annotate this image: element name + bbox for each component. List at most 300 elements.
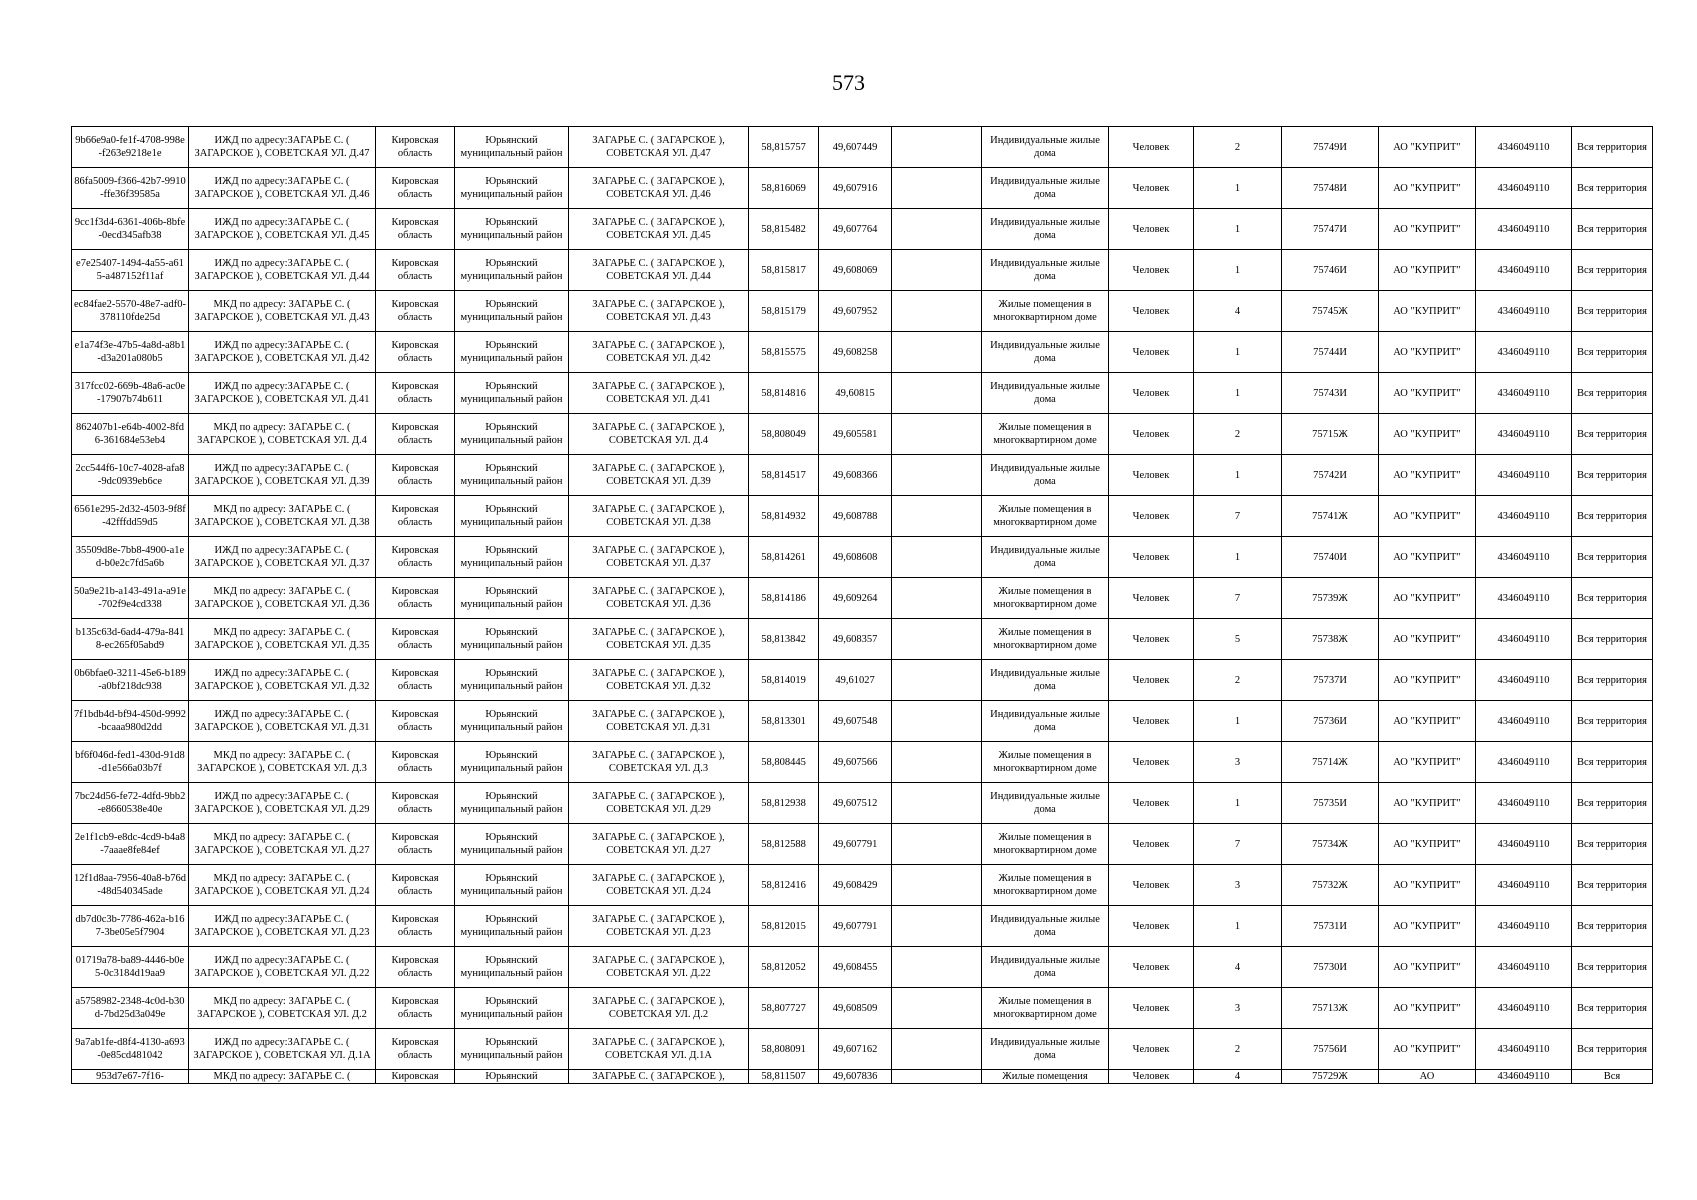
inn-cell: 4346049110 [1476, 701, 1572, 742]
inn-cell [1476, 1070, 1572, 1084]
object-id-cell: bf6f046d-fed1-430d-91d8-d1e566a03b7f [72, 742, 189, 783]
organization-cell: АО "КУПРИТ" [1379, 824, 1476, 865]
count-cell: 7 [1194, 824, 1282, 865]
unit-cell: Человек [1109, 988, 1194, 1029]
category-cell: Индивидуальные жилые дома [982, 1029, 1109, 1070]
table-row [72, 988, 1653, 1029]
district-cell: Юрьянский муниципальный район [455, 783, 569, 824]
longitude-cell: 49,607162 [819, 1029, 892, 1070]
organization-cell: АО "КУПРИТ" [1379, 332, 1476, 373]
empty-cell [892, 373, 982, 414]
empty-cell [892, 906, 982, 947]
organization-cell: АО "КУПРИТ" [1379, 619, 1476, 660]
territory-cell: Вся территория [1572, 1029, 1653, 1070]
organization-cell: АО "КУПРИТ" [1379, 496, 1476, 537]
organization-cell: АО "КУПРИТ" [1379, 1029, 1476, 1070]
address-cell: ЗАГАРЬЕ С. ( ЗАГАРСКОЕ ), СОВЕТСКАЯ УЛ. Д.41 [569, 373, 749, 414]
longitude-cell: 49,607566 [819, 742, 892, 783]
region-cell: Кировская область [376, 127, 455, 168]
address-cell: ЗАГАРЬЕ С. ( ЗАГАРСКОЕ ), СОВЕТСКАЯ УЛ. Д.36 [569, 578, 749, 619]
count-cell: 7 [1194, 496, 1282, 537]
table-row [72, 783, 1653, 824]
inn-cell: 4346049110 [1476, 455, 1572, 496]
unit-cell: Человек [1109, 619, 1194, 660]
inn-cell-text: 4346049110 [1497, 1071, 1550, 1082]
empty-cell [892, 865, 982, 906]
organization-cell: АО "КУПРИТ" [1379, 414, 1476, 455]
territory-cell: Вся территория [1572, 742, 1653, 783]
district-cell: Юрьянский муниципальный район [455, 496, 569, 537]
territory-cell: Вся территория [1572, 250, 1653, 291]
address-cell: ЗАГАРЬЕ С. ( ЗАГАРСКОЕ ), СОВЕТСКАЯ УЛ. Д.1А [569, 1029, 749, 1070]
inn-cell: 4346049110 [1476, 783, 1572, 824]
inn-cell: 4346049110 [1476, 496, 1572, 537]
object-name-cell: ИЖД по адресу:ЗАГАРЬЕ С. ( ЗАГАРСКОЕ ), СОВЕТСКАЯ УЛ. Д.23 [189, 906, 376, 947]
object-name-cell: ИЖД по адресу:ЗАГАРЬЕ С. ( ЗАГАРСКОЕ ), СОВЕТСКАЯ УЛ. Д.31 [189, 701, 376, 742]
unit-cell: Человек [1109, 332, 1194, 373]
unit-cell-text: Человек [1132, 1071, 1170, 1082]
object-name-cell: ИЖД по адресу:ЗАГАРЬЕ С. ( ЗАГАРСКОЕ ), СОВЕТСКАЯ УЛ. Д.32 [189, 660, 376, 701]
table-row [72, 537, 1653, 578]
unit-cell: Человек [1109, 742, 1194, 783]
district-cell: Юрьянский муниципальный район [455, 537, 569, 578]
table-row [72, 906, 1653, 947]
territory-cell: Вся территория [1572, 291, 1653, 332]
object-id-cell: 35509d8e-7bb8-4900-a1ed-b0e2c7fd5a6b [72, 537, 189, 578]
region-cell: Кировская область [376, 660, 455, 701]
address-cell: ЗАГАРЬЕ С. ( ЗАГАРСКОЕ ), СОВЕТСКАЯ УЛ. Д.22 [569, 947, 749, 988]
organization-cell: АО "КУПРИТ" [1379, 701, 1476, 742]
address-cell: ЗАГАРЬЕ С. ( ЗАГАРСКОЕ ), СОВЕТСКАЯ УЛ. Д.37 [569, 537, 749, 578]
address-cell: ЗАГАРЬЕ С. ( ЗАГАРСКОЕ ), СОВЕТСКАЯ УЛ. Д.43 [569, 291, 749, 332]
empty-cell [892, 455, 982, 496]
longitude-cell: 49,608258 [819, 332, 892, 373]
object-id-cell: 9a7ab1fe-d8f4-4130-a693-0e85cd481042 [72, 1029, 189, 1070]
code-cell: 75741Ж [1282, 496, 1379, 537]
count-cell: 5 [1194, 619, 1282, 660]
region-cell: Кировская область [376, 455, 455, 496]
organization-cell: АО "КУПРИТ" [1379, 209, 1476, 250]
category-cell: Индивидуальные жилые дома [982, 947, 1109, 988]
district-cell: Юрьянский муниципальный район [455, 373, 569, 414]
address-cell: ЗАГАРЬЕ С. ( ЗАГАРСКОЕ ), СОВЕТСКАЯ УЛ. Д.35 [569, 619, 749, 660]
code-cell [1282, 1070, 1379, 1084]
category-cell: Жилые помещения в многоквартирном доме [982, 414, 1109, 455]
category-cell: Индивидуальные жилые дома [982, 127, 1109, 168]
code-cell: 75756И [1282, 1029, 1379, 1070]
count-cell: 3 [1194, 742, 1282, 783]
organization-cell: АО "КУПРИТ" [1379, 250, 1476, 291]
table-row [72, 1029, 1653, 1070]
region-cell: Кировская область [376, 1029, 455, 1070]
district-cell: Юрьянский муниципальный район [455, 127, 569, 168]
territory-cell: Вся территория [1572, 332, 1653, 373]
empty-cell [892, 742, 982, 783]
table-row [72, 414, 1653, 455]
district-cell: Юрьянский муниципальный район [455, 660, 569, 701]
object-id-cell: 01719a78-ba89-4446-b0e5-0c3184d19aa9 [72, 947, 189, 988]
longitude-cell: 49,608788 [819, 496, 892, 537]
district-cell: Юрьянский муниципальный район [455, 291, 569, 332]
inn-cell: 4346049110 [1476, 209, 1572, 250]
address-cell: ЗАГАРЬЕ С. ( ЗАГАРСКОЕ ), СОВЕТСКАЯ УЛ. Д.44 [569, 250, 749, 291]
count-cell: 1 [1194, 373, 1282, 414]
territory-cell: Вся территория [1572, 824, 1653, 865]
latitude-cell: 58,815482 [749, 209, 819, 250]
organization-cell: АО "КУПРИТ" [1379, 537, 1476, 578]
table-body [72, 127, 1653, 1084]
table-row [72, 168, 1653, 209]
territory-cell: Вся территория [1572, 496, 1653, 537]
unit-cell: Человек [1109, 947, 1194, 988]
category-cell: Жилые помещения в многоквартирном доме [982, 742, 1109, 783]
inn-cell: 4346049110 [1476, 865, 1572, 906]
address-cell: ЗАГАРЬЕ С. ( ЗАГАРСКОЕ ), СОВЕТСКАЯ УЛ. Д.45 [569, 209, 749, 250]
category-cell: Индивидуальные жилые дома [982, 209, 1109, 250]
object-id-cell: b135c63d-6ad4-479a-8418-ec265f05abd9 [72, 619, 189, 660]
count-cell: 1 [1194, 250, 1282, 291]
longitude-cell: 49,608069 [819, 250, 892, 291]
region-cell [376, 1070, 455, 1084]
inn-cell: 4346049110 [1476, 537, 1572, 578]
category-cell-text: Жилые помещения [1002, 1071, 1088, 1082]
category-cell: Жилые помещения в многоквартирном доме [982, 619, 1109, 660]
organization-cell: АО "КУПРИТ" [1379, 783, 1476, 824]
object-name-cell: МКД по адресу: ЗАГАРЬЕ С. ( ЗАГАРСКОЕ ), СОВЕТСКАЯ УЛ. Д.27 [189, 824, 376, 865]
count-cell: 2 [1194, 660, 1282, 701]
object-id-cell [72, 1070, 189, 1084]
address-cell: ЗАГАРЬЕ С. ( ЗАГАРСКОЕ ), СОВЕТСКАЯ УЛ. Д.42 [569, 332, 749, 373]
object-id-cell: 317fcc02-669b-48a6-ac0e-17907b74b611 [72, 373, 189, 414]
object-name-cell: ИЖД по адресу:ЗАГАРЬЕ С. ( ЗАГАРСКОЕ ), СОВЕТСКАЯ УЛ. Д.1А [189, 1029, 376, 1070]
count-cell: 3 [1194, 865, 1282, 906]
district-cell [455, 1070, 569, 1084]
object-id-cell: 0b6bfae0-3211-45e6-b189-a0bf218dc938 [72, 660, 189, 701]
category-cell: Индивидуальные жилые дома [982, 332, 1109, 373]
count-cell: 2 [1194, 1029, 1282, 1070]
region-cell: Кировская область [376, 537, 455, 578]
code-cell: 75732Ж [1282, 865, 1379, 906]
category-cell: Индивидуальные жилые дома [982, 783, 1109, 824]
region-cell: Кировская область [376, 783, 455, 824]
region-cell: Кировская область [376, 373, 455, 414]
latitude-cell: 58,807727 [749, 988, 819, 1029]
unit-cell: Человек [1109, 373, 1194, 414]
district-cell: Юрьянский муниципальный район [455, 865, 569, 906]
table-row [72, 455, 1653, 496]
inn-cell: 4346049110 [1476, 1029, 1572, 1070]
latitude-cell: 58,814261 [749, 537, 819, 578]
empty-cell [892, 783, 982, 824]
unit-cell: Человек [1109, 209, 1194, 250]
unit-cell: Человек [1109, 291, 1194, 332]
empty-cell [892, 332, 982, 373]
object-name-cell: МКД по адресу: ЗАГАРЬЕ С. ( ЗАГАРСКОЕ ), СОВЕТСКАЯ УЛ. Д.24 [189, 865, 376, 906]
object-name-cell: ИЖД по адресу:ЗАГАРЬЕ С. ( ЗАГАРСКОЕ ), СОВЕТСКАЯ УЛ. Д.41 [189, 373, 376, 414]
region-cell: Кировская область [376, 701, 455, 742]
longitude-cell: 49,60815 [819, 373, 892, 414]
empty-cell [892, 1029, 982, 1070]
district-cell-text: Юрьянский [485, 1071, 538, 1082]
organization-cell: АО "КУПРИТ" [1379, 865, 1476, 906]
inn-cell: 4346049110 [1476, 250, 1572, 291]
territory-cell: Вся территория [1572, 660, 1653, 701]
category-cell: Жилые помещения в многоквартирном доме [982, 291, 1109, 332]
object-id-cell: 6561e295-2d32-4503-9f8f-42fffdd59d5 [72, 496, 189, 537]
region-cell: Кировская область [376, 414, 455, 455]
count-cell: 1 [1194, 168, 1282, 209]
code-cell: 75749И [1282, 127, 1379, 168]
category-cell: Индивидуальные жилые дома [982, 250, 1109, 291]
count-cell: 2 [1194, 414, 1282, 455]
region-cell-text: Кировская [391, 1071, 439, 1082]
object-id-cell: ec84fae2-5570-48e7-adf0-378110fde25d [72, 291, 189, 332]
latitude-cell: 58,808091 [749, 1029, 819, 1070]
table-row [72, 578, 1653, 619]
category-cell: Жилые помещения в многоквартирном доме [982, 988, 1109, 1029]
latitude-cell: 58,808445 [749, 742, 819, 783]
unit-cell: Человек [1109, 168, 1194, 209]
unit-cell: Человек [1109, 660, 1194, 701]
territory-cell: Вся территория [1572, 865, 1653, 906]
territory-cell: Вся территория [1572, 701, 1653, 742]
object-name-cell: МКД по адресу: ЗАГАРЬЕ С. ( ЗАГАРСКОЕ ), СОВЕТСКАЯ УЛ. Д.35 [189, 619, 376, 660]
table-row [72, 250, 1653, 291]
longitude-cell: 49,607548 [819, 701, 892, 742]
longitude-cell: 49,608429 [819, 865, 892, 906]
organization-cell: АО "КУПРИТ" [1379, 455, 1476, 496]
category-cell: Жилые помещения в многоквартирном доме [982, 824, 1109, 865]
empty-cell [892, 701, 982, 742]
code-cell-text: 75729Ж [1312, 1071, 1348, 1082]
count-cell: 1 [1194, 209, 1282, 250]
territory-cell: Вся территория [1572, 209, 1653, 250]
district-cell: Юрьянский муниципальный район [455, 619, 569, 660]
unit-cell: Человек [1109, 865, 1194, 906]
code-cell: 75742И [1282, 455, 1379, 496]
district-cell: Юрьянский муниципальный район [455, 742, 569, 783]
object-id-cell: db7d0c3b-7786-462a-b167-3be05e5f7904 [72, 906, 189, 947]
table-row [72, 619, 1653, 660]
unit-cell [1109, 1070, 1194, 1084]
district-cell: Юрьянский муниципальный район [455, 332, 569, 373]
latitude-cell: 58,816069 [749, 168, 819, 209]
latitude-cell: 58,815179 [749, 291, 819, 332]
latitude-cell: 58,814019 [749, 660, 819, 701]
unit-cell: Человек [1109, 701, 1194, 742]
organization-cell: АО "КУПРИТ" [1379, 291, 1476, 332]
code-cell: 75731И [1282, 906, 1379, 947]
category-cell: Индивидуальные жилые дома [982, 373, 1109, 414]
inn-cell: 4346049110 [1476, 291, 1572, 332]
address-cell: ЗАГАРЬЕ С. ( ЗАГАРСКОЕ ), СОВЕТСКАЯ УЛ. Д.38 [569, 496, 749, 537]
district-cell: Юрьянский муниципальный район [455, 168, 569, 209]
latitude-cell: 58,812015 [749, 906, 819, 947]
count-cell: 1 [1194, 537, 1282, 578]
longitude-cell: 49,607449 [819, 127, 892, 168]
latitude-cell: 58,815817 [749, 250, 819, 291]
count-cell [1194, 1070, 1282, 1084]
object-name-cell: МКД по адресу: ЗАГАРЬЕ С. ( ЗАГАРСКОЕ ), СОВЕТСКАЯ УЛ. Д.2 [189, 988, 376, 1029]
inn-cell: 4346049110 [1476, 619, 1572, 660]
code-cell: 75746И [1282, 250, 1379, 291]
inn-cell: 4346049110 [1476, 127, 1572, 168]
territory-cell: Вся территория [1572, 906, 1653, 947]
longitude-cell: 49,608455 [819, 947, 892, 988]
longitude-cell: 49,608608 [819, 537, 892, 578]
region-cell: Кировская область [376, 742, 455, 783]
address-cell: ЗАГАРЬЕ С. ( ЗАГАРСКОЕ ), СОВЕТСКАЯ УЛ. Д.24 [569, 865, 749, 906]
address-cell: ЗАГАРЬЕ С. ( ЗАГАРСКОЕ ), СОВЕТСКАЯ УЛ. Д.39 [569, 455, 749, 496]
inn-cell: 4346049110 [1476, 947, 1572, 988]
latitude-cell: 58,814186 [749, 578, 819, 619]
table-row [72, 373, 1653, 414]
unit-cell: Человек [1109, 537, 1194, 578]
empty-cell [892, 291, 982, 332]
empty-cell [892, 127, 982, 168]
category-cell: Жилые помещения в многоквартирном доме [982, 578, 1109, 619]
unit-cell: Человек [1109, 127, 1194, 168]
inn-cell: 4346049110 [1476, 168, 1572, 209]
object-id-cell: e7e25407-1494-4a55-a615-a487152f11af [72, 250, 189, 291]
address-cell-text: ЗАГАРЬЕ С. ( ЗАГАРСКОЕ ), [592, 1071, 725, 1082]
category-cell: Индивидуальные жилые дома [982, 660, 1109, 701]
category-cell: Индивидуальные жилые дома [982, 168, 1109, 209]
code-cell: 75734Ж [1282, 824, 1379, 865]
inn-cell: 4346049110 [1476, 578, 1572, 619]
registry-table [71, 126, 1653, 1084]
object-name-cell: ИЖД по адресу:ЗАГАРЬЕ С. ( ЗАГАРСКОЕ ), СОВЕТСКАЯ УЛ. Д.47 [189, 127, 376, 168]
longitude-cell: 49,607512 [819, 783, 892, 824]
region-cell: Кировская область [376, 988, 455, 1029]
count-cell: 4 [1194, 947, 1282, 988]
latitude-cell: 58,812588 [749, 824, 819, 865]
longitude-cell: 49,607764 [819, 209, 892, 250]
district-cell: Юрьянский муниципальный район [455, 824, 569, 865]
organization-cell: АО "КУПРИТ" [1379, 373, 1476, 414]
object-id-cell-text: 953d7e67-7f16- [96, 1071, 164, 1082]
object-name-cell: МКД по адресу: ЗАГАРЬЕ С. ( ЗАГАРСКОЕ ), СОВЕТСКАЯ УЛ. Д.36 [189, 578, 376, 619]
code-cell: 75715Ж [1282, 414, 1379, 455]
unit-cell: Человек [1109, 578, 1194, 619]
inn-cell: 4346049110 [1476, 742, 1572, 783]
address-cell: ЗАГАРЬЕ С. ( ЗАГАРСКОЕ ), СОВЕТСКАЯ УЛ. Д.32 [569, 660, 749, 701]
table-row [72, 332, 1653, 373]
territory-cell-text: Вся [1603, 1071, 1621, 1082]
address-cell: ЗАГАРЬЕ С. ( ЗАГАРСКОЕ ), СОВЕТСКАЯ УЛ. Д.31 [569, 701, 749, 742]
district-cell: Юрьянский муниципальный район [455, 906, 569, 947]
count-cell: 1 [1194, 455, 1282, 496]
unit-cell: Человек [1109, 496, 1194, 537]
category-cell: Индивидуальные жилые дома [982, 701, 1109, 742]
table-row-partial [72, 1070, 1653, 1084]
organization-cell: АО "КУПРИТ" [1379, 168, 1476, 209]
object-name-cell [189, 1070, 376, 1084]
object-id-cell: a5758982-2348-4c0d-b30d-7bd25d3a049e [72, 988, 189, 1029]
code-cell: 75730И [1282, 947, 1379, 988]
code-cell: 75738Ж [1282, 619, 1379, 660]
latitude-cell: 58,812052 [749, 947, 819, 988]
table-row [72, 209, 1653, 250]
object-name-cell: МКД по адресу: ЗАГАРЬЕ С. ( ЗАГАРСКОЕ ), СОВЕТСКАЯ УЛ. Д.38 [189, 496, 376, 537]
table-row [72, 660, 1653, 701]
code-cell: 75744И [1282, 332, 1379, 373]
district-cell: Юрьянский муниципальный район [455, 455, 569, 496]
empty-cell [892, 414, 982, 455]
unit-cell: Человек [1109, 783, 1194, 824]
region-cell: Кировская область [376, 168, 455, 209]
territory-cell: Вся территория [1572, 988, 1653, 1029]
empty-cell [892, 496, 982, 537]
longitude-cell: 49,608509 [819, 988, 892, 1029]
organization-cell-text: АО [1419, 1071, 1435, 1082]
table-row [72, 127, 1653, 168]
table-row [72, 742, 1653, 783]
latitude-cell [749, 1070, 819, 1084]
object-name-cell: ИЖД по адресу:ЗАГАРЬЕ С. ( ЗАГАРСКОЕ ), СОВЕТСКАЯ УЛ. Д.45 [189, 209, 376, 250]
region-cell: Кировская область [376, 209, 455, 250]
count-cell: 1 [1194, 783, 1282, 824]
category-cell [982, 1070, 1109, 1084]
code-cell: 75713Ж [1282, 988, 1379, 1029]
region-cell: Кировская область [376, 291, 455, 332]
code-cell: 75737И [1282, 660, 1379, 701]
unit-cell: Человек [1109, 250, 1194, 291]
longitude-cell: 49,608366 [819, 455, 892, 496]
inn-cell: 4346049110 [1476, 373, 1572, 414]
longitude-cell: 49,607916 [819, 168, 892, 209]
latitude-cell: 58,815575 [749, 332, 819, 373]
territory-cell: Вся территория [1572, 578, 1653, 619]
empty-cell [892, 209, 982, 250]
latitude-cell: 58,813301 [749, 701, 819, 742]
latitude-cell-text: 58,811507 [761, 1071, 806, 1082]
unit-cell: Человек [1109, 1029, 1194, 1070]
object-name-cell: ИЖД по адресу:ЗАГАРЬЕ С. ( ЗАГАРСКОЕ ), СОВЕТСКАЯ УЛ. Д.44 [189, 250, 376, 291]
address-cell: ЗАГАРЬЕ С. ( ЗАГАРСКОЕ ), СОВЕТСКАЯ УЛ. Д.4 [569, 414, 749, 455]
code-cell: 75735И [1282, 783, 1379, 824]
longitude-cell: 49,608357 [819, 619, 892, 660]
table-row [72, 824, 1653, 865]
region-cell: Кировская область [376, 250, 455, 291]
object-name-cell: ИЖД по адресу:ЗАГАРЬЕ С. ( ЗАГАРСКОЕ ), СОВЕТСКАЯ УЛ. Д.22 [189, 947, 376, 988]
object-id-cell: 7bc24d56-fe72-4dfd-9bb2-e8660538e40e [72, 783, 189, 824]
table-row [72, 701, 1653, 742]
territory-cell [1572, 1070, 1653, 1084]
address-cell: ЗАГАРЬЕ С. ( ЗАГАРСКОЕ ), СОВЕТСКАЯ УЛ. Д.47 [569, 127, 749, 168]
inn-cell: 4346049110 [1476, 988, 1572, 1029]
longitude-cell-text: 49,607836 [832, 1071, 878, 1082]
latitude-cell: 58,814816 [749, 373, 819, 414]
category-cell: Индивидуальные жилые дома [982, 537, 1109, 578]
region-cell: Кировская область [376, 947, 455, 988]
object-name-cell: ИЖД по адресу:ЗАГАРЬЕ С. ( ЗАГАРСКОЕ ), СОВЕТСКАЯ УЛ. Д.37 [189, 537, 376, 578]
longitude-cell [819, 1070, 892, 1084]
territory-cell: Вся территория [1572, 414, 1653, 455]
table-row [72, 947, 1653, 988]
code-cell: 75743И [1282, 373, 1379, 414]
count-cell: 1 [1194, 701, 1282, 742]
unit-cell: Человек [1109, 906, 1194, 947]
address-cell: ЗАГАРЬЕ С. ( ЗАГАРСКОЕ ), СОВЕТСКАЯ УЛ. Д.27 [569, 824, 749, 865]
address-cell: ЗАГАРЬЕ С. ( ЗАГАРСКОЕ ), СОВЕТСКАЯ УЛ. Д.3 [569, 742, 749, 783]
code-cell: 75747И [1282, 209, 1379, 250]
territory-cell: Вся территория [1572, 127, 1653, 168]
latitude-cell: 58,815757 [749, 127, 819, 168]
inn-cell: 4346049110 [1476, 660, 1572, 701]
code-cell: 75740И [1282, 537, 1379, 578]
code-cell: 75736И [1282, 701, 1379, 742]
